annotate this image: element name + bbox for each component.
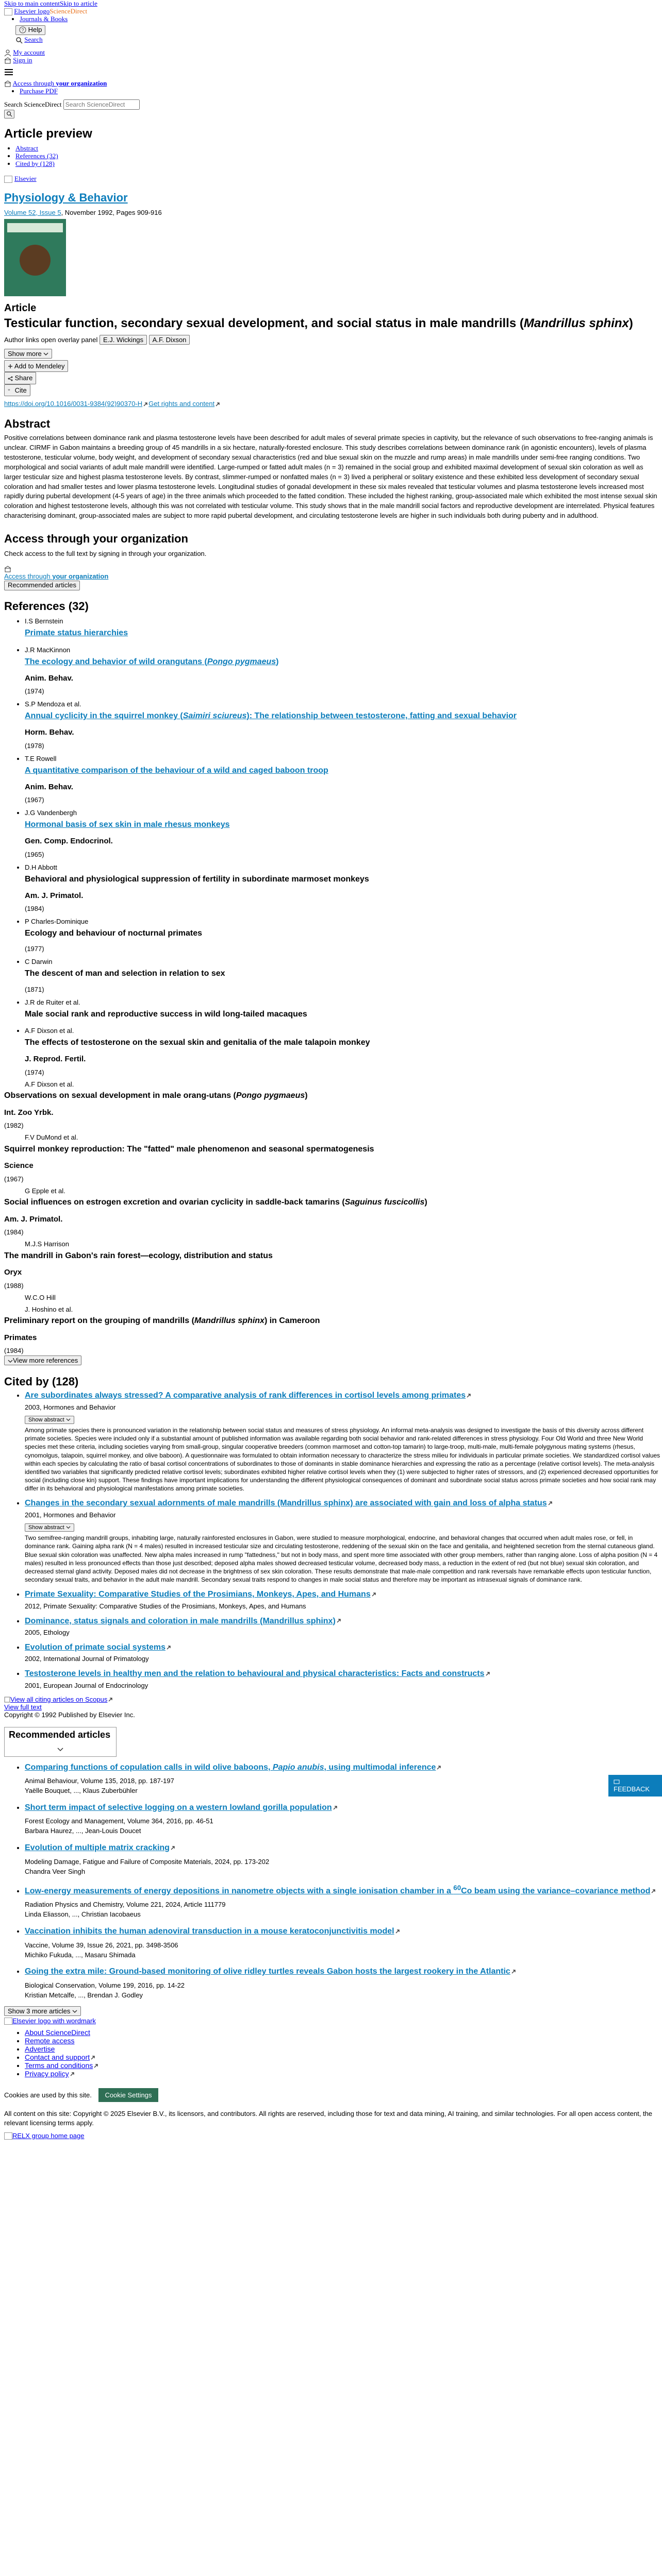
- external-link-icon: [166, 1645, 172, 1651]
- cited-by-title-link[interactable]: [25, 1590, 371, 1599]
- chat-icon: [614, 1779, 620, 1785]
- reference-authors: M.J.S Harrison: [25, 1240, 69, 1248]
- reference-title-italic: Saguinus fuscicollis: [344, 1198, 425, 1207]
- cited-by-list: [0, 1391, 662, 1689]
- external-link-icon: [336, 1618, 342, 1624]
- external-link-icon: [436, 1765, 442, 1771]
- show-abstract-button[interactable]: [25, 1416, 74, 1424]
- reference-journal: Horm. Behav.: [25, 728, 74, 737]
- reference-authors: • A.F Dixson et al.: [25, 1027, 74, 1035]
- reference-item: [25, 808, 662, 859]
- reference-title: [4, 1091, 662, 1100]
- external-link-icon: [332, 1805, 338, 1811]
- reference-title-part: Social influences on estrogen excretion and ovarian cyclicity in saddle-back tamarins (: [4, 1198, 345, 1207]
- abstract-text: Positive correlations between dominance rank and plasma testosterone levels have been described for adult males of several primate species in captivity, but the relevance of such observations to free-ranging animals is unclear. CIRMF in Gabon maintains a breeding group of 45 mandrills in a six hectare, naturally-forested enclosure. This study describes correlations between dominance rank (in agonistic encounters), levels of plasma testosterone, testicular volume, body weight, and development of secondary sexual characteristics (red and blue sexual skin on the muzzle and rump areas) in male mandrills under semi-free ranging conditions. Two morphological and social variants of adult male mandrill were identified. Large-rumped or fatted adult males (n = 3) remained in the social group and exhibited maximal development of sexual skin coloration as well as larger testicular size and highest plasma testosterone levels. By contrast, slimmer-rumped or nonfatted males (n = 3) lived a peripheral or solitary existence and these exhibited less development of secondary sexual coloration and had smaller testes and lower plasma testosterone levels. Longitudinal studies of gonadal development in these six males revealed that testicular volumes and plasma testosterone levels increased most rapidly during pubertal development (4-5 years of age) in the three animals which proceeded to the fatted condition. These included the highest ranking, group-associated male which exhibited the most intense sexual skin coloration and highest testosterone levels, although this was not correlated with testicular volume. This study shows that in the male mandrill social factors and reproductive development are interrelated. Physical features characterising dominant, group-associated males are subject to more rapid pubertal development, and circulating testosterone levels are higher in such individuals both during puberty and in adulthood.: [4, 434, 657, 520]
- nav-abstract-link[interactable]: Abstract: [15, 144, 39, 152]
- references-list: [0, 617, 662, 1355]
- site-copyright: All content on this site: Copyright © 2025 Elsevier B.V., its licensors, and contributors. All rights are reserved, including those for text and data mining, AI training, and similar technologies. For all open access content, the relevant licensing terms apply.: [4, 2110, 653, 2127]
- abstract-heading: Abstract: [4, 417, 51, 430]
- recommended-authors: Chandra Veer Singh: [25, 1867, 86, 1875]
- svg-text:": ": [8, 388, 10, 394]
- elsevier-image-link[interactable]: Elsevier: [14, 175, 37, 183]
- recommended-title: Short term impact of selective logging on a western lowland gorilla population: [25, 1803, 332, 1812]
- reference-title-text: Behavioral and physiological suppression of fertility in subordinate marmoset monkeys: [25, 874, 369, 884]
- access-org-link[interactable]: [4, 572, 108, 580]
- reference-authors: • S.P Mendoza et al.: [25, 700, 81, 708]
- reference-title[interactable]: [25, 711, 662, 721]
- recommended-articles-button[interactable]: Recommended articles: [4, 581, 80, 590]
- recommended-title-link[interactable]: [25, 1763, 436, 1772]
- reference-title: [4, 1198, 662, 1207]
- relx-link[interactable]: RELX group home page: [12, 2131, 85, 2140]
- reference-item: [25, 1294, 662, 1302]
- reference-title-italic: Mandrillus sphinx: [194, 1316, 264, 1326]
- reference-title-text: The descent of man and selection in relation to sex: [25, 969, 225, 978]
- institution-icon-2: [4, 80, 11, 88]
- reference-title-text: Ecology and behaviour of nocturnal primates: [25, 929, 203, 938]
- external-link-icon: [650, 1888, 656, 1894]
- view-more-references-label: View more references: [13, 1357, 78, 1365]
- recommended-authors: Kristian Metcalfe, ..., Brendan J. Godley: [25, 1991, 143, 1999]
- cited-by-source: 2002, International Journal of Primatology: [25, 1655, 149, 1663]
- footer-link[interactable]: Advertise: [25, 2044, 55, 2053]
- recommended-item: [25, 1843, 662, 1875]
- reference-item: [25, 700, 662, 750]
- reference-title: [25, 1038, 662, 1047]
- recommended-item: [25, 1803, 662, 1835]
- chevron-down-icon-4: [72, 2009, 77, 2014]
- cited-by-title: Testosterone levels in healthy men and the relation to behavioural and physical characteristics: Facts and constructs: [25, 1669, 485, 1679]
- reference-item: [4, 1080, 662, 1130]
- reference-title-part: The ecology and behavior of wild orangutans (: [25, 657, 207, 666]
- cited-by-title: Primate Sexuality: Comparative Studies of the Prosimians, Monkeys, Apes, and Humans: [25, 1590, 371, 1599]
- recommended-source: Modeling Damage, Fatigue and Failure of Composite Materials, 2024, pp. 173-202: [25, 1857, 270, 1866]
- top-links: [0, 0, 662, 118]
- reference-item: [25, 863, 662, 913]
- external-link-icon: [371, 1591, 377, 1598]
- footer-link[interactable]: Contact and support: [25, 2053, 90, 2061]
- reference-journal: Primates: [4, 1333, 37, 1342]
- cited-by-title-link[interactable]: [25, 1669, 485, 1678]
- cited-by-title: Evolution of primate social systems: [25, 1642, 166, 1652]
- cited-by-item: [25, 1391, 662, 1493]
- search-icon: [15, 37, 23, 44]
- recommended-item: [25, 1763, 662, 1795]
- external-link-icon-3: [107, 1697, 113, 1703]
- cited-by-source: 2001, Hormones and Behavior: [25, 1511, 116, 1519]
- external-link-icon-2: [214, 401, 221, 408]
- access-description: Check access to the full text by signing in through your organization.: [4, 550, 207, 558]
- reference-year: (1984): [25, 905, 44, 913]
- reference-journal: Anim. Behav.: [25, 782, 73, 791]
- purchase-pdf-link[interactable]: Purchase PDF: [20, 87, 58, 95]
- reference-authors: • J.R MacKinnon: [25, 646, 71, 654]
- footer-link-item: [25, 2028, 662, 2037]
- reference-item: [25, 957, 662, 993]
- reference-title-text: The mandrill in Gabon's rain forest—ecology, distribution and status: [4, 1251, 273, 1260]
- external-link-icon: [466, 1393, 472, 1399]
- cookies-notice: Cookies are used by this site.: [4, 2091, 92, 2099]
- recommended-title-italic: Papio anubis: [272, 1762, 324, 1772]
- cited-by-heading: Cited by (128): [4, 1375, 79, 1388]
- reference-item: [25, 754, 662, 805]
- search-input[interactable]: [63, 99, 140, 110]
- references-heading: References (32): [4, 599, 89, 613]
- footer-link-item: [25, 2045, 662, 2053]
- external-link-icon: [142, 401, 148, 408]
- reference-title-part: ) in Cameroon: [264, 1316, 320, 1326]
- reference-title-text: Primate status hierarchies: [25, 629, 128, 638]
- volume-pages: , November 1992, Pages 909-916: [61, 208, 162, 216]
- reference-authors: J. Hoshino et al.: [25, 1305, 73, 1313]
- external-link-icon: [93, 2063, 99, 2069]
- chevron-down-icon-2: [8, 1359, 13, 1364]
- reference-title-part: ): [276, 657, 279, 666]
- cookie-settings-button[interactable]: Cookie Settings: [98, 2088, 158, 2102]
- feedback-label: FEEDBACK: [614, 1785, 650, 1793]
- cited-by-abstract: Among primate species there is pronounced variation in the relationship between social status and measures of stress physiology. An informal meta-analysis was designed to investigate the basis of this diversity across different primate societies. Species were included only if a substantial amount of published information was available regarding both social behavior and rank-related differences in stress physiology. Four Old World and three New World species met these criteria, including societies varying from small-group, singular cooperative breeders (common marmoset and cotton-top tamarin) to large-troop, multi-male, multi-female polygynous mating systems (rhesus, cynomolgus, talapoin, squirrel monkey, and olive baboon). A questionnaire was formulated to obtain information necessary to characterize the stress milieu for individuals in particular primate societies. We standardized cortisol values within each species by calculating the ratio of basal cortisol concentrations of subordinates to those of dominants in stable dominance hierarchies and expressing the ratio as a percentage (relative cortisol levels). The meta-analysis identified two variables that significantly predicted relative cortisol levels; subordinates exhibited higher relative cortisol levels when they (1) were subjected to higher rates of stressors, and (2) experienced decreased opportunities for social (including close kin) support. These findings have important implications for understanding the different physiological consequences of dominant and subordinate social status across primate societies and how social rank may differ in its behavioral and physiological manifestations among primate societies.: [25, 1426, 660, 1493]
- reference-item: [4, 1187, 662, 1237]
- institution-icon: [4, 57, 11, 64]
- reference-item: [4, 1240, 662, 1290]
- cited-by-item: [25, 1643, 662, 1663]
- reference-title-italic: Pongo pygmaeus: [236, 1091, 305, 1100]
- cited-by-item: [25, 1590, 662, 1610]
- cited-by-title: Dominance, status signals and coloration in male mandrills (Mandrillus sphinx): [25, 1616, 336, 1625]
- show-abstract-label: Show abstract: [28, 1524, 64, 1531]
- recommended-articles-panel[interactable]: [4, 1727, 117, 1756]
- external-link-icon: [510, 1969, 517, 1975]
- reference-title-text: The effects of testosterone on the sexual skin and genitalia of the male talapoin monkey: [25, 1038, 370, 1047]
- recommended-title: Going the extra mile: Ground-based monitoring of olive ridley turtles reveals Gabon hosts the largest rookery in the Atlantic: [25, 1967, 510, 1976]
- reference-title[interactable]: [25, 629, 662, 638]
- reference-journal: Am. J. Primatol.: [4, 1214, 63, 1224]
- recommended-title: Evolution of multiple matrix cracking: [25, 1843, 170, 1853]
- recommended-source: Forest Ecology and Management, Volume 364, 2016, pp. 46-51: [25, 1817, 213, 1825]
- show-more-articles-button[interactable]: [4, 2006, 81, 2016]
- cited-by-source: 2001, European Journal of Endocrinology: [25, 1681, 148, 1689]
- skip-to-article-link[interactable]: Skip to article: [59, 0, 97, 7]
- recommended-title-link[interactable]: [25, 1967, 510, 1976]
- recommended-title: Vaccination inhibits the human adenoviral transduction in a mouse keratoconjunctivitis model: [25, 1927, 394, 1936]
- feedback-button[interactable]: [608, 1775, 662, 1797]
- recommended-item: [25, 1927, 662, 1959]
- reference-item: [25, 617, 662, 638]
- doi-link[interactable]: https://doi.org/10.1016/0031-9384(92)90370-H: [4, 400, 143, 408]
- recommended-item: [25, 1884, 662, 1919]
- reference-title: [4, 1145, 662, 1154]
- article-title: [4, 316, 658, 331]
- elsevier-logo[interactable]: [4, 8, 12, 15]
- elsevier-logo-link[interactable]: Elsevier logo: [14, 7, 50, 15]
- cited-by-title: Are subordinates always stressed? A comparative analysis of rank differences in cortisol levels among primates: [25, 1391, 466, 1400]
- reference-year: (1984): [4, 1228, 24, 1236]
- cited-by-title-link[interactable]: [25, 1499, 547, 1507]
- recommended-source: Radiation Physics and Chemistry, Volume 221, 2024, Article 111779: [25, 1901, 226, 1909]
- reference-year: (1974): [25, 687, 44, 696]
- reference-year: (1871): [25, 985, 44, 993]
- external-link-icon: [547, 1500, 553, 1506]
- skip-to-main-link[interactable]: Skip to main content: [4, 0, 60, 7]
- add-mendeley-label: Add to Mendeley: [14, 362, 65, 370]
- reference-year: (1974): [25, 1068, 44, 1076]
- search-link[interactable]: Search: [24, 35, 43, 43]
- chevron-down-icon: [66, 1417, 71, 1422]
- reference-title-part: ): [305, 1091, 308, 1100]
- cover-band: [7, 223, 63, 232]
- cited-by-item: [25, 1669, 662, 1689]
- reference-year: (1984): [4, 1347, 24, 1355]
- recommended-source: Vaccine, Volume 39, Issue 26, 2021, pp. 3498-3506: [25, 1941, 178, 1949]
- reference-title-italic: Saimiri sciureus: [183, 711, 247, 721]
- scopus-icon: [4, 1697, 10, 1703]
- reference-year: (1982): [4, 1122, 24, 1130]
- article-title-main: Testicular function, secondary sexual development, and social status in male mandrills (: [4, 316, 524, 330]
- cover-picture: [20, 245, 51, 276]
- show-more-button[interactable]: [4, 349, 52, 359]
- reference-title-part: ): The relationship between testosterone, fatting and sexual behavior: [246, 711, 517, 721]
- chevron-down-icon-3: [57, 1746, 63, 1752]
- recommended-title-link[interactable]: [25, 1843, 170, 1852]
- hamburger-icon: [4, 67, 13, 77]
- recommended-heading: Recommended articles: [9, 1730, 111, 1740]
- reference-item: [25, 646, 662, 696]
- reference-title-text: Hormonal basis of sex skin in male rhesus monkeys: [25, 820, 230, 829]
- sciencedirect-wordmark[interactable]: ScienceDirect: [49, 7, 88, 15]
- access-through-org-link[interactable]: [13, 79, 107, 87]
- elsevier-footer-logo[interactable]: [4, 2018, 12, 2025]
- reference-authors: • C Darwin: [25, 958, 53, 966]
- reference-journal: Int. Zoo Yrbk.: [4, 1108, 54, 1117]
- help-label: Help: [28, 25, 42, 33]
- footer-link-item: [25, 2070, 662, 2078]
- footer-link[interactable]: Privacy policy: [25, 2070, 69, 2078]
- show-more-label: Show more: [8, 349, 42, 358]
- chevron-down-icon: [66, 1525, 71, 1530]
- reference-item: [25, 1026, 662, 1077]
- reference-item: [4, 1305, 662, 1355]
- nav-cited-by-link[interactable]: Cited by (128): [15, 160, 55, 168]
- article-title-end: ): [628, 316, 633, 330]
- reference-year: (1978): [25, 741, 44, 750]
- recommended-title-part: Co beam using the variance–covariance method: [461, 1886, 651, 1895]
- show-abstract-label: Show abstract: [28, 1416, 64, 1423]
- cited-by-item: [25, 1499, 662, 1584]
- recommended-source: Animal Behaviour, Volume 135, 2018, pp. 187-197: [25, 1777, 174, 1785]
- author-button-dixson[interactable]: A.F. Dixson: [149, 335, 190, 345]
- external-link-icon: [485, 1671, 491, 1677]
- article-copyright: Copyright © 1992 Published by Elsevier Inc.: [4, 1710, 135, 1719]
- person-icon: [4, 49, 11, 57]
- recommended-title-part: Comparing functions of copulation calls in wild olive baboons,: [25, 1762, 273, 1772]
- journal-title-link[interactable]: Physiology & Behavior: [4, 191, 128, 204]
- footer-link[interactable]: Terms and conditions: [25, 2061, 93, 2070]
- reference-authors: • T.E Rowell: [25, 754, 57, 762]
- footer-links: [0, 2028, 662, 2078]
- reference-journal: Gen. Comp. Endocrinol.: [25, 837, 113, 846]
- reference-authors: • D.H Abbott: [25, 863, 57, 871]
- author-note: Author links open overlay panel: [4, 335, 98, 344]
- journals-books-link[interactable]: Journals & Books: [20, 14, 68, 23]
- article-preview-nav: [0, 145, 662, 168]
- reference-journal: J. Reprod. Fertil.: [25, 1055, 86, 1064]
- add-mendeley-button[interactable]: [4, 360, 68, 372]
- reference-authors: F.V DuMond et al.: [25, 1133, 78, 1142]
- footer-link[interactable]: About ScienceDirect: [25, 2028, 90, 2037]
- share-button[interactable]: [4, 372, 36, 384]
- recommended-source: Biological Conservation, Volume 199, 2016, pp. 14-22: [25, 1981, 185, 1989]
- chevron-down-icon: [43, 351, 48, 357]
- show-abstract-button[interactable]: [25, 1523, 74, 1532]
- cited-by-source: 2012, Primate Sexuality: Comparative Studies of the Prosimians, Monkeys, Apes, and Humans: [25, 1602, 306, 1610]
- recommended-authors: Linda Eliasson, ..., Christian Iacobaeus: [25, 1910, 141, 1919]
- access-org: your organization: [56, 79, 107, 87]
- view-all-scopus-link[interactable]: View all citing articles on Scopus: [10, 1695, 108, 1703]
- search-submit-button[interactable]: [4, 110, 14, 118]
- recommended-item: [25, 1967, 662, 1999]
- reference-title: [25, 929, 662, 938]
- reference-title-part: Observations on sexual development in male orang-utans (: [4, 1091, 236, 1100]
- reference-authors: W.C.O Hill: [25, 1293, 56, 1301]
- institution-icon-3: [4, 566, 11, 573]
- reference-title-part: Annual cyclicity in the squirrel monkey (: [25, 711, 183, 721]
- reference-year: (1967): [4, 1175, 24, 1183]
- footer-link-item: [25, 2053, 662, 2061]
- reference-title-part: Preliminary report on the grouping of mandrills (: [4, 1316, 194, 1326]
- recommended-authors: Michiko Fukuda, ..., Masaru Shimada: [25, 1951, 136, 1959]
- cited-by-title-link[interactable]: [25, 1617, 336, 1625]
- search-label: Search ScienceDirect: [4, 100, 62, 108]
- reference-item: [4, 1133, 662, 1183]
- recommended-title-link[interactable]: [25, 1803, 332, 1812]
- reference-journal: Am. J. Primatol.: [25, 891, 84, 900]
- reference-authors: • I.S Bernstein: [25, 617, 63, 625]
- reference-title-italic: Pongo pygmaeus: [207, 657, 276, 666]
- footer-link-item: [25, 2061, 662, 2070]
- reference-title-text: Male social rank and reproductive success in wild long-tailed macaques: [25, 1009, 307, 1019]
- elsevier-image[interactable]: [4, 176, 12, 183]
- reference-title-part: ): [424, 1198, 427, 1207]
- my-account-link[interactable]: My account: [13, 48, 45, 56]
- cited-by-title-link[interactable]: [25, 1391, 466, 1400]
- reference-year: (1967): [25, 796, 44, 804]
- reference-journal: Oryx: [4, 1268, 22, 1277]
- search-icon-2: [6, 111, 12, 117]
- reference-journal: Anim. Behav.: [25, 673, 73, 683]
- article-title-italic: Mandrillus sphinx: [523, 316, 629, 330]
- reference-title[interactable]: [25, 820, 662, 829]
- reference-title[interactable]: [25, 766, 662, 775]
- reference-year: (1988): [4, 1281, 24, 1290]
- nav-references-link[interactable]: References (32): [15, 152, 58, 160]
- reference-title-text: Squirrel monkey reproduction: The "fatted" male phenomenon and seasonal spermatogenesis: [4, 1144, 374, 1154]
- relx-logo[interactable]: [4, 2132, 12, 2140]
- external-link-icon: [170, 1845, 176, 1851]
- recommended-title-sup: 60: [453, 1884, 461, 1892]
- recommended-title-link[interactable]: [25, 1927, 394, 1936]
- share-icon: [8, 376, 13, 381]
- journal-cover-image[interactable]: [4, 219, 66, 296]
- recommended-title-part: , using multimodal inference: [324, 1762, 436, 1772]
- reference-authors: • J.G Vandenbergh: [25, 809, 77, 817]
- recommended-authors: Barbara Haurez, ..., Jean-Louis Doucet: [25, 1827, 141, 1835]
- reference-year: (1965): [25, 850, 44, 858]
- help-icon: [19, 26, 26, 33]
- external-link-icon: [90, 2055, 96, 2061]
- show-more-articles-label: Show 3 more articles: [8, 2007, 71, 2015]
- reference-authors: • J.R de Ruiter et al.: [25, 998, 80, 1006]
- recommended-title-link[interactable]: [25, 1884, 651, 1895]
- recommended-authors: Yaëlle Bouquet, ..., Klaus Zuberbühler: [25, 1787, 138, 1795]
- external-link-icon: [69, 2071, 75, 2077]
- cited-by-source: 2005, Ethology: [25, 1629, 70, 1637]
- article-preview-heading: Article preview: [4, 126, 92, 141]
- reference-title[interactable]: [25, 657, 662, 667]
- share-label: Share: [14, 374, 33, 382]
- access-prefix: Access through: [12, 79, 55, 87]
- footer-link-item: [25, 2037, 662, 2045]
- external-link-icon: [394, 1928, 401, 1935]
- access-link-org: your organization: [52, 572, 109, 581]
- view-more-references-button[interactable]: [4, 1355, 81, 1365]
- recommended-title-part: Low-energy measurements of energy depositions in nanometre objects with a single ionisation chamber in a: [25, 1886, 454, 1895]
- cited-by-source: 2003, Hormones and Behavior: [25, 1403, 116, 1411]
- reference-title: [25, 969, 662, 978]
- sign-in-link[interactable]: Sign in: [13, 56, 32, 64]
- cited-by-abstract: Two semifree-ranging mandrill groups, inhabiting large, naturally rainforested enclosures in Gabon, were studied to measure morphological, endocrine, and behavioral changes that occurred when adult males rose, or fell, in dominance rank. Gaining alpha rank (N = 4 males) resulted in increased testicular size and circulating testosterone, reddening of the sexual skin on the face and genitalia, and heightened secretion from the sternal cutaneous gland. Blue sexual skin coloration was unaffected. New alpha males increased in rump "fattedness," but not in body mass, and spent more time associated with other group members, rather than ranging alone. Loss of alpha position (N = 4 males) resulted in less pronounced effects than those just described; deposed alpha males showed decreased testicular volume, decreased body mass, a reduction in the extent of red (but not blue) sexual skin coloration, and decreased sternal gland activity. Deposed males did not decrease in the brightness of sex skin coloration. These results demonstrate that male-male competition and rank reversals have remarkable effects upon testicular function, secondary sexual traits, and behavior in the adult male mandrill. Secondary sexual traits respond to changes in male social status and therefore may be important as intrasexual signals of dominance rank.: [25, 1534, 658, 1584]
- cited-by-item: [25, 1617, 662, 1637]
- reference-authors: G Epple et al.: [25, 1187, 65, 1195]
- reference-item: [25, 917, 662, 953]
- search-toggle[interactable]: [15, 36, 43, 43]
- help-button[interactable]: [15, 25, 45, 35]
- reference-journal: Science: [4, 1161, 34, 1171]
- cite-label: Cite: [14, 386, 27, 394]
- reference-title-text: A quantitative comparison of the behaviour of a wild and caged baboon troop: [25, 766, 328, 775]
- elsevier-footer-link[interactable]: Elsevier logo with wordmark: [12, 2016, 96, 2025]
- author-button-wickings[interactable]: E.J. Wickings: [100, 335, 147, 345]
- article-type-label: Article: [4, 302, 37, 314]
- cited-by-title: Changes in the secondary sexual adornments of male mandrills (Mandrillus sphinx) are associated with gain and loss of alpha status: [25, 1499, 547, 1508]
- quote-icon: [8, 388, 13, 393]
- footer-link[interactable]: Remote access: [25, 2036, 75, 2045]
- access-heading: Access through your organization: [4, 532, 188, 545]
- access-link-prefix: Access through: [4, 572, 53, 581]
- rights-link[interactable]: Get rights and content: [148, 400, 215, 408]
- svg-text:?: ?: [21, 27, 24, 33]
- reference-title: [4, 1251, 662, 1261]
- reference-title: [4, 1316, 662, 1326]
- reference-authors: A.F Dixson et al.: [25, 1080, 74, 1088]
- volume-issue-link[interactable]: Volume 52, Issue 5: [4, 208, 61, 216]
- plus-icon: [8, 364, 13, 369]
- view-full-text-link[interactable]: View full text: [4, 1703, 42, 1711]
- recommended-list: [0, 1763, 662, 1999]
- menu-button[interactable]: [4, 67, 658, 77]
- cited-by-title-link[interactable]: [25, 1643, 166, 1652]
- cite-button[interactable]: [4, 384, 30, 397]
- reference-title: [25, 875, 662, 884]
- reference-year: (1977): [25, 945, 44, 953]
- reference-authors: • P Charles-Dominique: [25, 918, 89, 926]
- reference-item: [25, 998, 662, 1019]
- reference-title: [25, 1010, 662, 1019]
